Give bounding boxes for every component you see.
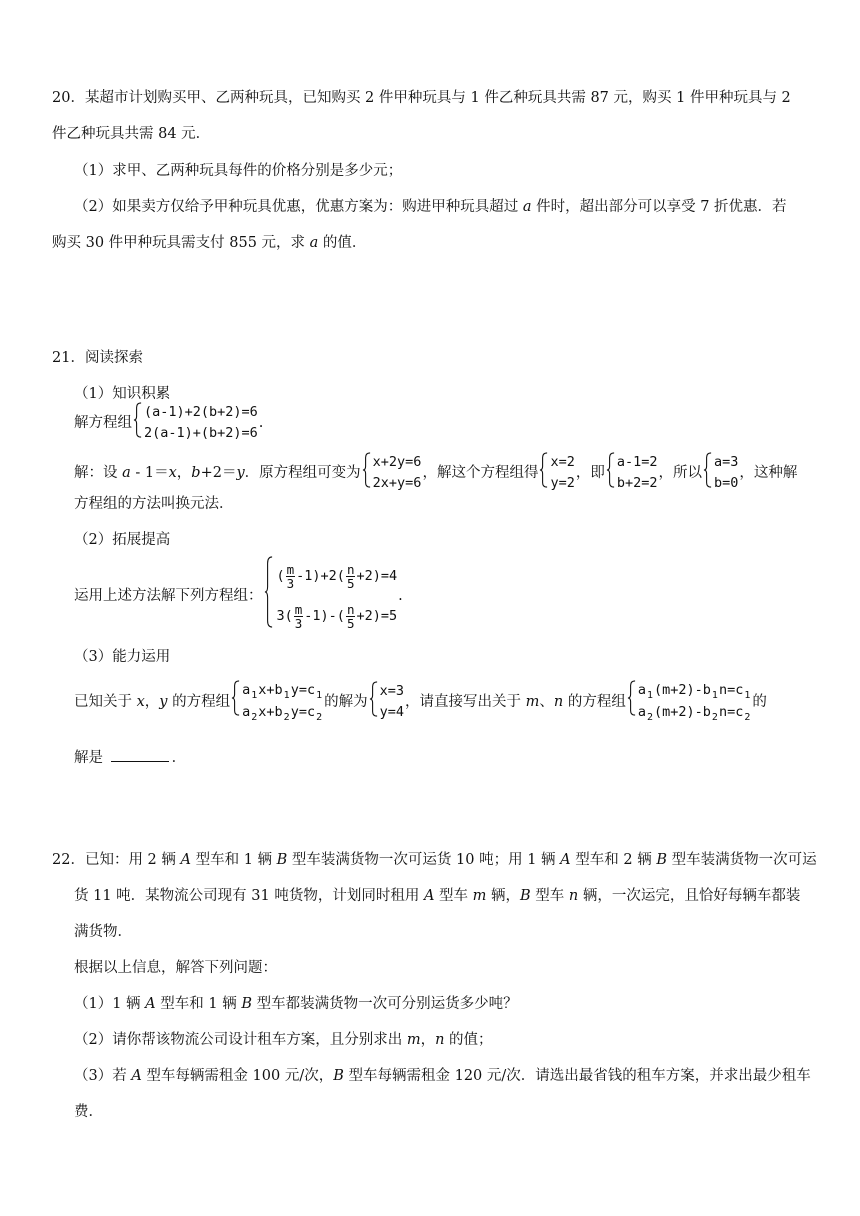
equation-system-1: (a-1)+2(b+2)=6 2(a-1)+(b+2)=6 [133,402,258,444]
q21-solution-line: 解：设 a - 1＝x，b+2＝y．原方程组可变为 x+2y=6 2x+y=6 ，解这个方程组得 x=2 y=2 ，即 a-1=2 b+2=2 ，所以 a=3 b=0 ，这种解 [74,452,797,494]
q21-apply-system: 运用上述方法解下列方程组： ( $\frac{m}{3}$ -1)+2( $\frac{n}{5}$ +2)=4 3( $\frac{m}{3}$ -1)-( $\frac{n}{5}$ +2)=5 . [74,556,403,636]
q22-line2: 货 11 吨．某物流公司现有 31 吨货物，计划同时租用 A 型车 m 辆，B 型车 n 辆，一次运完，且恰好每辆车都装 [74,888,801,904]
equation-system-6: ( $\frac{m}{3}$ -1)+2( $\frac{n}{5}$ +2)=4 3( $\frac{m}{3}$ -1)-( $\frac{n}{5}$ +2)=5 [264,556,398,636]
q21-section3: （3）能力运用 [74,649,171,665]
q20-line1: 20．某超市计划购买甲、乙两种玩具，已知购买 2 件甲种玩具与 1 件乙种玩具共需 87 元，购买 1 件甲种玩具与 2 [52,90,791,106]
q20-part1: （1）求甲、乙两种玩具每件的价格分别是多少元； [74,163,403,179]
q22-part2: （2）请你帮该物流公司设计租车方案，且分别求出 m，n 的值； [74,1032,493,1048]
equation-system-3: x=2 y=2 [539,452,574,494]
equation-system-7: $a_1x+b_1y=c_1$ $a_2x+b_2y=c_2$ [231,680,323,724]
equation-system-4: a-1=2 b+2=2 [606,452,658,494]
q21-solution-line2: 方程组的方法叫换元法． [74,496,234,512]
q21-section1: （1）知识积累 [74,386,171,402]
q21-solve-system: 解方程组 (a-1)+2(b+2)=6 2(a-1)+(b+2)=6 . [74,402,263,444]
q22-line3: 满货物． [74,924,132,940]
equation-system-8: x=3 y=4 [369,681,404,723]
q21-section2: （2）拓展提高 [74,532,171,548]
q22-part3-line2: 费． [74,1104,103,1120]
q22-line1: 22．已知：用 2 辆 A 型车和 1 辆 B 型车装满货物一次可运货 10 吨；用 1 辆 A 型车和 2 辆 B 型车装满货物一次可运 [52,852,817,868]
answer-blank[interactable] [111,749,169,762]
equation-system-9: $a_1(m+2)-b_1n=c_1$ $a_2(m+2)-b_2n=c_2$ [627,680,752,724]
q21-title: 21．阅读探索 [52,350,143,366]
q21-answer-line: 解是 ． [74,750,187,766]
equation-system-5: a=3 b=0 [703,452,738,494]
q20-part2-line2: 购买 30 件甲种玩具需支付 855 元，求 a 的值． [52,235,367,251]
q22-part1: （1）1 辆 A 型车和 1 辆 B 型车都装满货物一次可分别运货多少吨？ [74,996,518,1012]
q20-part2: （2）如果卖方仅给予甲种玩具优惠，优惠方案为：购进甲种玩具超过 a 件时，超出部分可以享受 7 折优惠．若 [74,199,787,215]
q21-known-line: 已知关于 x，y 的方程组 $a_1x+b_1y=c_1$ $a_2x+b_2y=c_2$ 的解为 x=3 y=4 ，请直接写出关于 m、n 的方程组 $a_1(m+2)-b_1n=c_1$ $a_2(m+2)-b_2n=c_2$ 的 [74,682,767,723]
equation-system-2: x+2y=6 2x+y=6 [362,452,422,494]
q20-line2: 件乙种玩具共需 84 元． [52,126,211,142]
q22-line4: 根据以上信息，解答下列问题： [74,960,277,976]
q22-part3: （3）若 A 型车每辆需租金 100 元/次，B 型车每辆需租金 120 元/次．请选出最省钱的租车方案，并求出最少租车 [74,1068,811,1084]
